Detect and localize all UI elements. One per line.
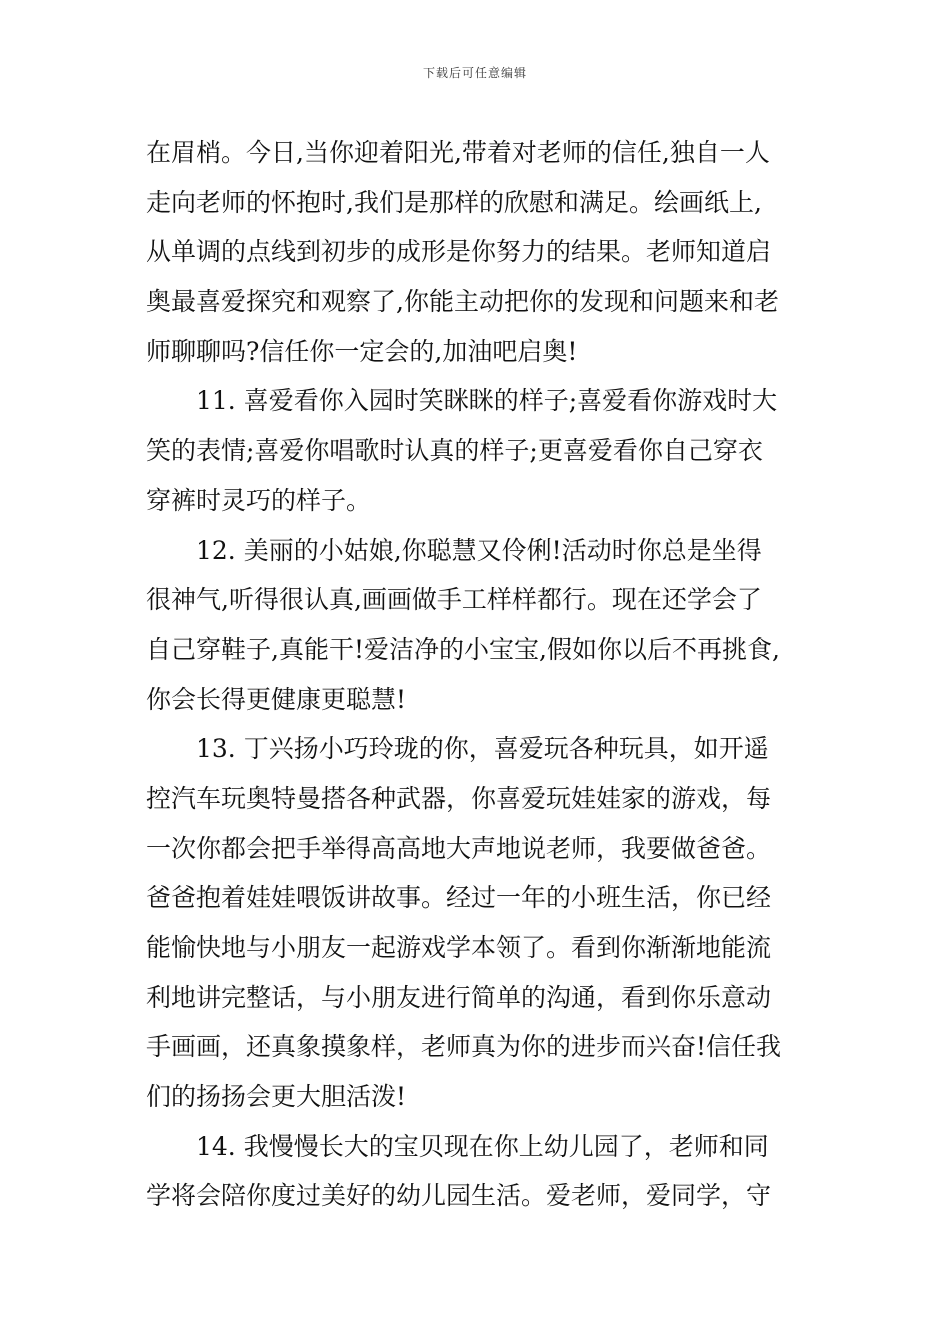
text-line: 利地讲完整话，与小朋友进行简单的沟通，看到你乐意动 <box>146 982 772 1012</box>
text-line: 13. 丁兴扬小巧玲珑的你，喜爱玩各种玩具，如开遥 <box>196 734 769 764</box>
text-line: 能愉快地与小朋友一起游戏学本领了。看到你渐渐地能流 <box>146 933 772 962</box>
document-body <box>146 128 812 1221</box>
text-line: 爸爸抱着娃娃喂饭讲故事。经过一年的小班生活，你已经 <box>146 883 772 913</box>
text-line: 一次你都会把手举得高高地大声地说老师，我要做爸爸。 <box>146 833 772 863</box>
text-line: 在眉梢。今日,当你迎着阳光,带着对老师的信任,独自一人 <box>146 138 770 167</box>
text-line: 们的扬扬会更大胆活泼! <box>146 1082 407 1112</box>
text-line: 走向老师的怀抱时,我们是那样的欣慰和满足。绘画纸上, <box>146 187 762 217</box>
text-line: 从单调的点线到初步的成形是你努力的结果。老师知道启 <box>146 237 772 267</box>
text-line: 笑的表情;喜爱你唱歌时认真的样子;更喜爱看你自己穿衣 <box>146 436 763 466</box>
text-line: 学将会陪你度过美好的幼儿园生活。爱老师，爱同学，守 <box>146 1181 772 1211</box>
text-line: 手画画，还真象摸象样，老师真为你的进步而兴奋!信任我 <box>146 1032 782 1062</box>
text-line: 你会长得更健康更聪慧! <box>146 684 407 714</box>
text-line: 11. 喜爱看你入园时笑眯眯的样子;喜爱看你游戏时大 <box>196 386 778 416</box>
page-header: 下载后可任意编辑 <box>422 66 527 80</box>
text-line: 14. 我慢慢长大的宝贝现在你上幼儿园了，老师和同 <box>196 1131 769 1161</box>
text-line: 师聊聊吗?信任你一定会的,加油吧启奥! <box>146 336 578 366</box>
text-line: 穿裤时灵巧的样子。 <box>146 485 372 515</box>
text-line: 控汽车玩奥特曼搭各种武器，你喜爱玩娃娃家的游戏，每 <box>146 783 772 813</box>
text-line: 12. 美丽的小姑娘,你聪慧又伶俐!活动时你总是坐得 <box>196 535 762 565</box>
text-line: 很神气,听得很认真,画画做手工样样都行。现在还学会了 <box>146 585 762 615</box>
text-line: 奥最喜爱探究和观察了,你能主动把你的发现和问题来和老 <box>146 287 779 317</box>
text-line: 自己穿鞋子,真能干!爱洁净的小宝宝,假如你以后不再挑食, <box>146 634 780 664</box>
